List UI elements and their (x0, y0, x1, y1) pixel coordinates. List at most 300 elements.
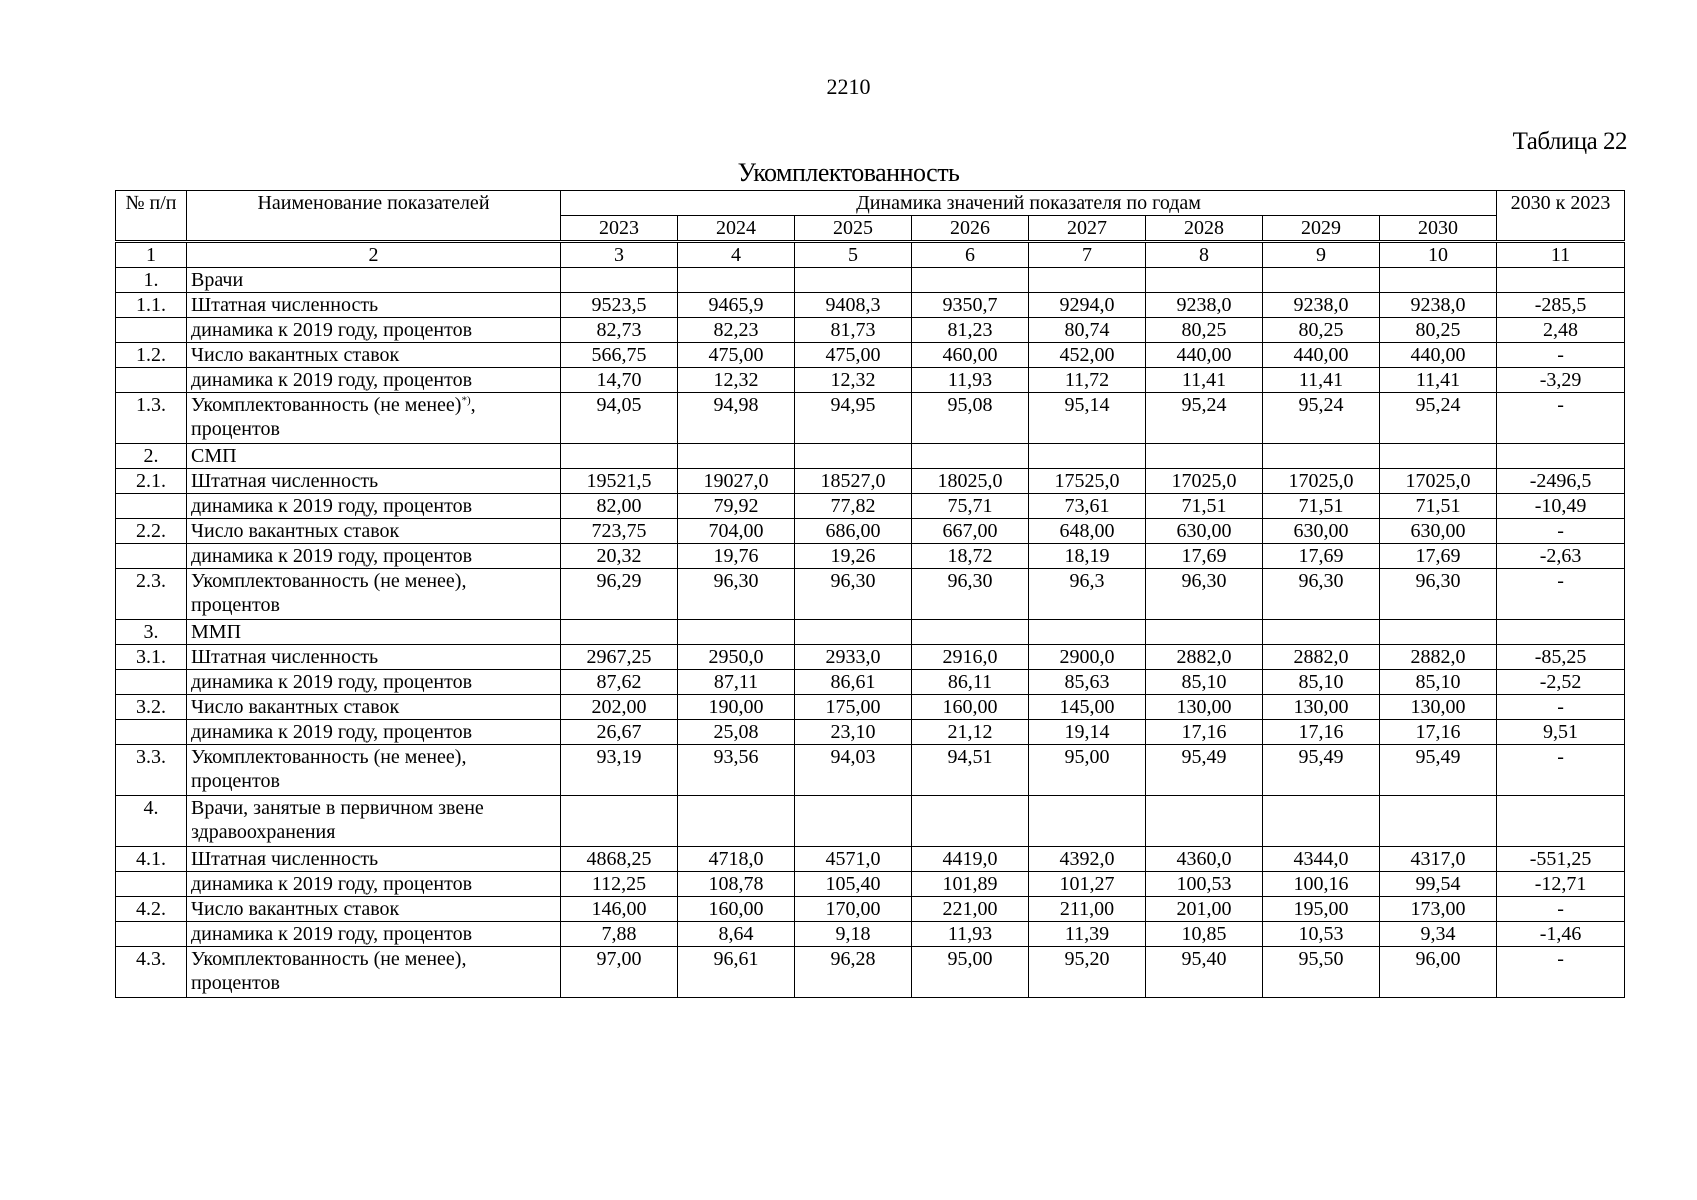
value-cell: 4571,0 (795, 847, 912, 872)
indicator-name: Штатная численность (187, 293, 561, 318)
value-cell: 2933,0 (795, 645, 912, 670)
table-row (116, 544, 1625, 569)
table-row (116, 645, 1625, 670)
value-cell: 2916,0 (912, 645, 1029, 670)
value-cell: 87,62 (561, 670, 678, 695)
value-cell: 94,05 (561, 393, 678, 444)
indicator-name-line1: Укомплектованность (не менее), (191, 570, 467, 592)
value-cell (1263, 268, 1380, 293)
value-cell: 80,74 (1029, 318, 1146, 343)
value-cell: 667,00 (912, 519, 1029, 544)
row-number: 4. (116, 796, 187, 847)
value-cell: 190,00 (678, 695, 795, 720)
ratio-cell (1497, 444, 1625, 469)
value-cell: 87,11 (678, 670, 795, 695)
ratio-cell: -12,71 (1497, 872, 1625, 897)
column-number: 9 (1263, 242, 1380, 268)
value-cell: 82,23 (678, 318, 795, 343)
value-cell: 99,54 (1380, 872, 1497, 897)
indicator-name: Число вакантных ставок (187, 897, 561, 922)
year-header: 2025 (795, 216, 912, 242)
value-cell: 4344,0 (1263, 847, 1380, 872)
indicator-name: Штатная численность (187, 847, 561, 872)
value-cell: 146,00 (561, 897, 678, 922)
value-cell: 18,72 (912, 544, 1029, 569)
value-cell: 17,16 (1146, 720, 1263, 745)
table-row (116, 444, 1625, 469)
value-cell: 18527,0 (795, 469, 912, 494)
value-cell: 440,00 (1263, 343, 1380, 368)
value-cell: 18025,0 (912, 469, 1029, 494)
table-row (116, 922, 1625, 947)
table-row (116, 293, 1625, 318)
value-cell (1380, 620, 1497, 645)
table-row (116, 670, 1625, 695)
value-cell: 648,00 (1029, 519, 1146, 544)
value-cell: 475,00 (795, 343, 912, 368)
value-cell: 93,56 (678, 745, 795, 796)
indicator-name: динамика к 2019 году, процентов (187, 670, 561, 695)
value-cell: 105,40 (795, 872, 912, 897)
value-cell: 96,00 (1380, 947, 1497, 998)
ratio-cell: - (1497, 343, 1625, 368)
value-cell: 95,08 (912, 393, 1029, 444)
staffing-table (115, 190, 1625, 998)
value-cell: 96,3 (1029, 569, 1146, 620)
value-cell: 19,26 (795, 544, 912, 569)
value-cell: 96,28 (795, 947, 912, 998)
table-row (116, 393, 1625, 444)
value-cell: 81,23 (912, 318, 1029, 343)
value-cell: 95,24 (1146, 393, 1263, 444)
value-cell: 71,51 (1380, 494, 1497, 519)
ratio-cell: - (1497, 569, 1625, 620)
row-number: 3.1. (116, 645, 187, 670)
value-cell: 630,00 (1263, 519, 1380, 544)
indicator-name (187, 796, 561, 847)
value-cell: 2900,0 (1029, 645, 1146, 670)
value-cell (1263, 620, 1380, 645)
value-cell: 86,61 (795, 670, 912, 695)
value-cell: 71,51 (1263, 494, 1380, 519)
value-cell: 10,85 (1146, 922, 1263, 947)
value-cell (1029, 796, 1146, 847)
ratio-cell: 2,48 (1497, 318, 1625, 343)
table-row (116, 796, 1625, 847)
value-cell: 9523,5 (561, 293, 678, 318)
footnote-mark: *) (461, 394, 471, 407)
column-number: 7 (1029, 242, 1146, 268)
row-number (116, 922, 187, 947)
column-number: 10 (1380, 242, 1497, 268)
ratio-cell: - (1497, 695, 1625, 720)
ratio-cell: -551,25 (1497, 847, 1625, 872)
indicator-name: ММП (187, 620, 561, 645)
value-cell: 94,03 (795, 745, 912, 796)
ratio-cell: - (1497, 745, 1625, 796)
value-cell: 173,00 (1380, 897, 1497, 922)
indicator-name: Штатная численность (187, 469, 561, 494)
table-row (116, 897, 1625, 922)
value-cell: 17,16 (1380, 720, 1497, 745)
indicator-name: Штатная численность (187, 645, 561, 670)
value-cell: 440,00 (1380, 343, 1497, 368)
indicator-name: динамика к 2019 году, процентов (187, 368, 561, 393)
value-cell: 9,18 (795, 922, 912, 947)
ratio-cell: -2,52 (1497, 670, 1625, 695)
year-header: 2024 (678, 216, 795, 242)
value-cell: 95,00 (1029, 745, 1146, 796)
ratio-cell: - (1497, 897, 1625, 922)
value-cell: 97,00 (561, 947, 678, 998)
value-cell: 630,00 (1380, 519, 1497, 544)
value-cell: 19521,5 (561, 469, 678, 494)
ratio-cell: -85,25 (1497, 645, 1625, 670)
table-row (116, 947, 1625, 998)
column-number: 5 (795, 242, 912, 268)
value-cell: 94,51 (912, 745, 1029, 796)
year-header: 2027 (1029, 216, 1146, 242)
year-header: 2029 (1263, 216, 1380, 242)
value-cell: 96,30 (1263, 569, 1380, 620)
value-cell: 9350,7 (912, 293, 1029, 318)
value-cell: 96,30 (1146, 569, 1263, 620)
value-cell: 85,63 (1029, 670, 1146, 695)
value-cell: 26,67 (561, 720, 678, 745)
header-row-main (116, 191, 1625, 216)
value-cell: 4419,0 (912, 847, 1029, 872)
value-cell: 202,00 (561, 695, 678, 720)
table-number-label: Таблица 22 (1512, 128, 1627, 155)
indicator-name: динамика к 2019 году, процентов (187, 318, 561, 343)
header-ratio: 2030 к 2023 (1497, 191, 1625, 242)
ratio-cell: -1,46 (1497, 922, 1625, 947)
ratio-cell: 9,51 (1497, 720, 1625, 745)
value-cell: 20,32 (561, 544, 678, 569)
value-cell: 17,69 (1146, 544, 1263, 569)
row-number: 1.3. (116, 393, 187, 444)
value-cell: 130,00 (1146, 695, 1263, 720)
value-cell (912, 444, 1029, 469)
indicator-name-line1: Укомплектованность (не менее), (191, 948, 467, 970)
table-row (116, 519, 1625, 544)
value-cell (912, 268, 1029, 293)
value-cell: 96,61 (678, 947, 795, 998)
value-cell: 145,00 (1029, 695, 1146, 720)
value-cell: 221,00 (912, 897, 1029, 922)
value-cell: 11,39 (1029, 922, 1146, 947)
indicator-name: СМП (187, 444, 561, 469)
value-cell: 85,10 (1380, 670, 1497, 695)
indicator-name: динамика к 2019 году, процентов (187, 720, 561, 745)
value-cell: 17,69 (1380, 544, 1497, 569)
value-cell: 81,73 (795, 318, 912, 343)
indicator-name (187, 947, 561, 998)
value-cell: 96,30 (795, 569, 912, 620)
indicator-name: динамика к 2019 году, процентов (187, 544, 561, 569)
value-cell: 82,73 (561, 318, 678, 343)
value-cell: 100,16 (1263, 872, 1380, 897)
value-cell: 9238,0 (1146, 293, 1263, 318)
value-cell (561, 268, 678, 293)
row-number (116, 318, 187, 343)
value-cell: 211,00 (1029, 897, 1146, 922)
value-cell: 23,10 (795, 720, 912, 745)
value-cell: 80,25 (1380, 318, 1497, 343)
row-number: 2.1. (116, 469, 187, 494)
value-cell: 95,24 (1380, 393, 1497, 444)
row-number: 2. (116, 444, 187, 469)
row-number: 1. (116, 268, 187, 293)
value-cell: 452,00 (1029, 343, 1146, 368)
value-cell: 9238,0 (1380, 293, 1497, 318)
value-cell: 704,00 (678, 519, 795, 544)
value-cell: 73,61 (1029, 494, 1146, 519)
value-cell: 160,00 (678, 897, 795, 922)
value-cell: 19,76 (678, 544, 795, 569)
value-cell: 4868,25 (561, 847, 678, 872)
value-cell: 80,25 (1146, 318, 1263, 343)
value-cell: 17025,0 (1380, 469, 1497, 494)
table-row (116, 343, 1625, 368)
value-cell (561, 444, 678, 469)
value-cell: 9,34 (1380, 922, 1497, 947)
ratio-cell: -10,49 (1497, 494, 1625, 519)
value-cell: 96,30 (912, 569, 1029, 620)
ratio-cell: -2496,5 (1497, 469, 1625, 494)
value-cell: 17025,0 (1263, 469, 1380, 494)
value-cell: 95,14 (1029, 393, 1146, 444)
value-cell: 11,93 (912, 922, 1029, 947)
row-number (116, 720, 187, 745)
value-cell: 82,00 (561, 494, 678, 519)
value-cell: 7,88 (561, 922, 678, 947)
value-cell: 101,89 (912, 872, 1029, 897)
value-cell: 95,49 (1380, 745, 1497, 796)
value-cell: 112,25 (561, 872, 678, 897)
value-cell (795, 796, 912, 847)
value-cell: 195,00 (1263, 897, 1380, 922)
ratio-cell: -3,29 (1497, 368, 1625, 393)
value-cell: 95,24 (1263, 393, 1380, 444)
indicator-name: динамика к 2019 году, процентов (187, 872, 561, 897)
value-cell: 95,20 (1029, 947, 1146, 998)
value-cell: 12,32 (795, 368, 912, 393)
indicator-name-line2: здравоохранения (191, 821, 336, 843)
value-cell: 19,14 (1029, 720, 1146, 745)
indicator-name: Врачи (187, 268, 561, 293)
value-cell: 460,00 (912, 343, 1029, 368)
value-cell: 86,11 (912, 670, 1029, 695)
ratio-cell (1497, 796, 1625, 847)
value-cell (1146, 444, 1263, 469)
column-number: 6 (912, 242, 1029, 268)
value-cell (678, 268, 795, 293)
row-number: 4.2. (116, 897, 187, 922)
value-cell: 17,69 (1263, 544, 1380, 569)
value-cell: 79,92 (678, 494, 795, 519)
indicator-name: Число вакантных ставок (187, 343, 561, 368)
value-cell (678, 796, 795, 847)
value-cell (1146, 620, 1263, 645)
value-cell: 175,00 (795, 695, 912, 720)
value-cell: 11,72 (1029, 368, 1146, 393)
value-cell: 723,75 (561, 519, 678, 544)
column-number: 3 (561, 242, 678, 268)
ratio-cell: - (1497, 519, 1625, 544)
value-cell (795, 620, 912, 645)
value-cell: 4392,0 (1029, 847, 1146, 872)
table-row (116, 847, 1625, 872)
value-cell: 2882,0 (1146, 645, 1263, 670)
value-cell: 2950,0 (678, 645, 795, 670)
row-number: 4.3. (116, 947, 187, 998)
table-row (116, 494, 1625, 519)
value-cell: 4718,0 (678, 847, 795, 872)
indicator-name (187, 569, 561, 620)
column-number: 1 (116, 242, 187, 268)
indicator-name-line1: Укомплектованность (не менее), (191, 746, 467, 768)
column-number: 2 (187, 242, 561, 268)
value-cell: 80,25 (1263, 318, 1380, 343)
row-number: 3. (116, 620, 187, 645)
ratio-cell (1497, 268, 1625, 293)
page-number: 2210 (826, 74, 871, 99)
year-header: 2026 (912, 216, 1029, 242)
value-cell: 475,00 (678, 343, 795, 368)
value-cell: 95,00 (912, 947, 1029, 998)
value-cell (912, 796, 1029, 847)
row-number (116, 368, 187, 393)
value-cell: 25,08 (678, 720, 795, 745)
indicator-name (187, 393, 561, 444)
row-number: 2.2. (116, 519, 187, 544)
value-cell: 440,00 (1146, 343, 1263, 368)
value-cell: 2967,25 (561, 645, 678, 670)
value-cell: 11,41 (1146, 368, 1263, 393)
value-cell: 14,70 (561, 368, 678, 393)
value-cell: 566,75 (561, 343, 678, 368)
header-dynamics: Динамика значений показателя по годам (561, 191, 1497, 216)
value-cell: 19027,0 (678, 469, 795, 494)
value-cell (1380, 444, 1497, 469)
table-row (116, 720, 1625, 745)
value-cell: 94,98 (678, 393, 795, 444)
value-cell: 130,00 (1263, 695, 1380, 720)
indicator-name-line1: Укомплектованность (не менее) (191, 394, 462, 416)
indicator-name (187, 745, 561, 796)
value-cell: 95,49 (1146, 745, 1263, 796)
value-cell: 17525,0 (1029, 469, 1146, 494)
table-row (116, 569, 1625, 620)
ratio-cell: - (1497, 947, 1625, 998)
value-cell (1380, 796, 1497, 847)
value-cell (795, 268, 912, 293)
value-cell (795, 444, 912, 469)
column-number: 4 (678, 242, 795, 268)
value-cell: 100,53 (1146, 872, 1263, 897)
value-cell: 8,64 (678, 922, 795, 947)
table-row (116, 318, 1625, 343)
indicator-name-line2: процентов (191, 972, 280, 994)
row-number: 3.3. (116, 745, 187, 796)
value-cell: 95,49 (1263, 745, 1380, 796)
row-number: 2.3. (116, 569, 187, 620)
value-cell: 17025,0 (1146, 469, 1263, 494)
value-cell: 630,00 (1146, 519, 1263, 544)
value-cell: 96,30 (1380, 569, 1497, 620)
value-cell (912, 620, 1029, 645)
ratio-cell: -285,5 (1497, 293, 1625, 318)
value-cell: 75,71 (912, 494, 1029, 519)
table-row (116, 695, 1625, 720)
value-cell: 18,19 (1029, 544, 1146, 569)
row-number (116, 670, 187, 695)
row-number (116, 494, 187, 519)
value-cell: 96,29 (561, 569, 678, 620)
indicator-name-punct: , (470, 394, 476, 416)
value-cell: 2882,0 (1263, 645, 1380, 670)
value-cell: 4317,0 (1380, 847, 1497, 872)
value-cell: 95,40 (1146, 947, 1263, 998)
value-cell: 17,16 (1263, 720, 1380, 745)
value-cell: 201,00 (1146, 897, 1263, 922)
value-cell: 11,41 (1263, 368, 1380, 393)
column-number: 11 (1497, 242, 1625, 268)
value-cell (1029, 268, 1146, 293)
value-cell (1029, 444, 1146, 469)
year-header: 2030 (1380, 216, 1497, 242)
value-cell (1146, 796, 1263, 847)
value-cell: 9238,0 (1263, 293, 1380, 318)
indicator-name: Число вакантных ставок (187, 519, 561, 544)
value-cell (678, 444, 795, 469)
value-cell: 85,10 (1263, 670, 1380, 695)
value-cell: 11,41 (1380, 368, 1497, 393)
value-cell: 94,95 (795, 393, 912, 444)
ratio-cell (1497, 620, 1625, 645)
value-cell: 9408,3 (795, 293, 912, 318)
ratio-cell: - (1497, 393, 1625, 444)
header-num: № п/п (116, 191, 187, 242)
table-row (116, 368, 1625, 393)
indicator-name-line2: процентов (191, 770, 280, 792)
row-number (116, 872, 187, 897)
value-cell (1029, 620, 1146, 645)
value-cell: 12,32 (678, 368, 795, 393)
column-number: 8 (1146, 242, 1263, 268)
value-cell: 93,19 (561, 745, 678, 796)
ratio-cell: -2,63 (1497, 544, 1625, 569)
row-number: 4.1. (116, 847, 187, 872)
table-row (116, 620, 1625, 645)
value-cell: 686,00 (795, 519, 912, 544)
value-cell (561, 620, 678, 645)
row-number: 1.1. (116, 293, 187, 318)
value-cell: 9465,9 (678, 293, 795, 318)
table-title: Укомплектованность (737, 158, 960, 187)
indicator-name-line2: процентов (191, 418, 280, 440)
value-cell (1263, 444, 1380, 469)
value-cell (561, 796, 678, 847)
row-number (116, 544, 187, 569)
value-cell: 21,12 (912, 720, 1029, 745)
value-cell (1146, 268, 1263, 293)
value-cell: 130,00 (1380, 695, 1497, 720)
year-header: 2028 (1146, 216, 1263, 242)
table-row (116, 268, 1625, 293)
table-row (116, 745, 1625, 796)
